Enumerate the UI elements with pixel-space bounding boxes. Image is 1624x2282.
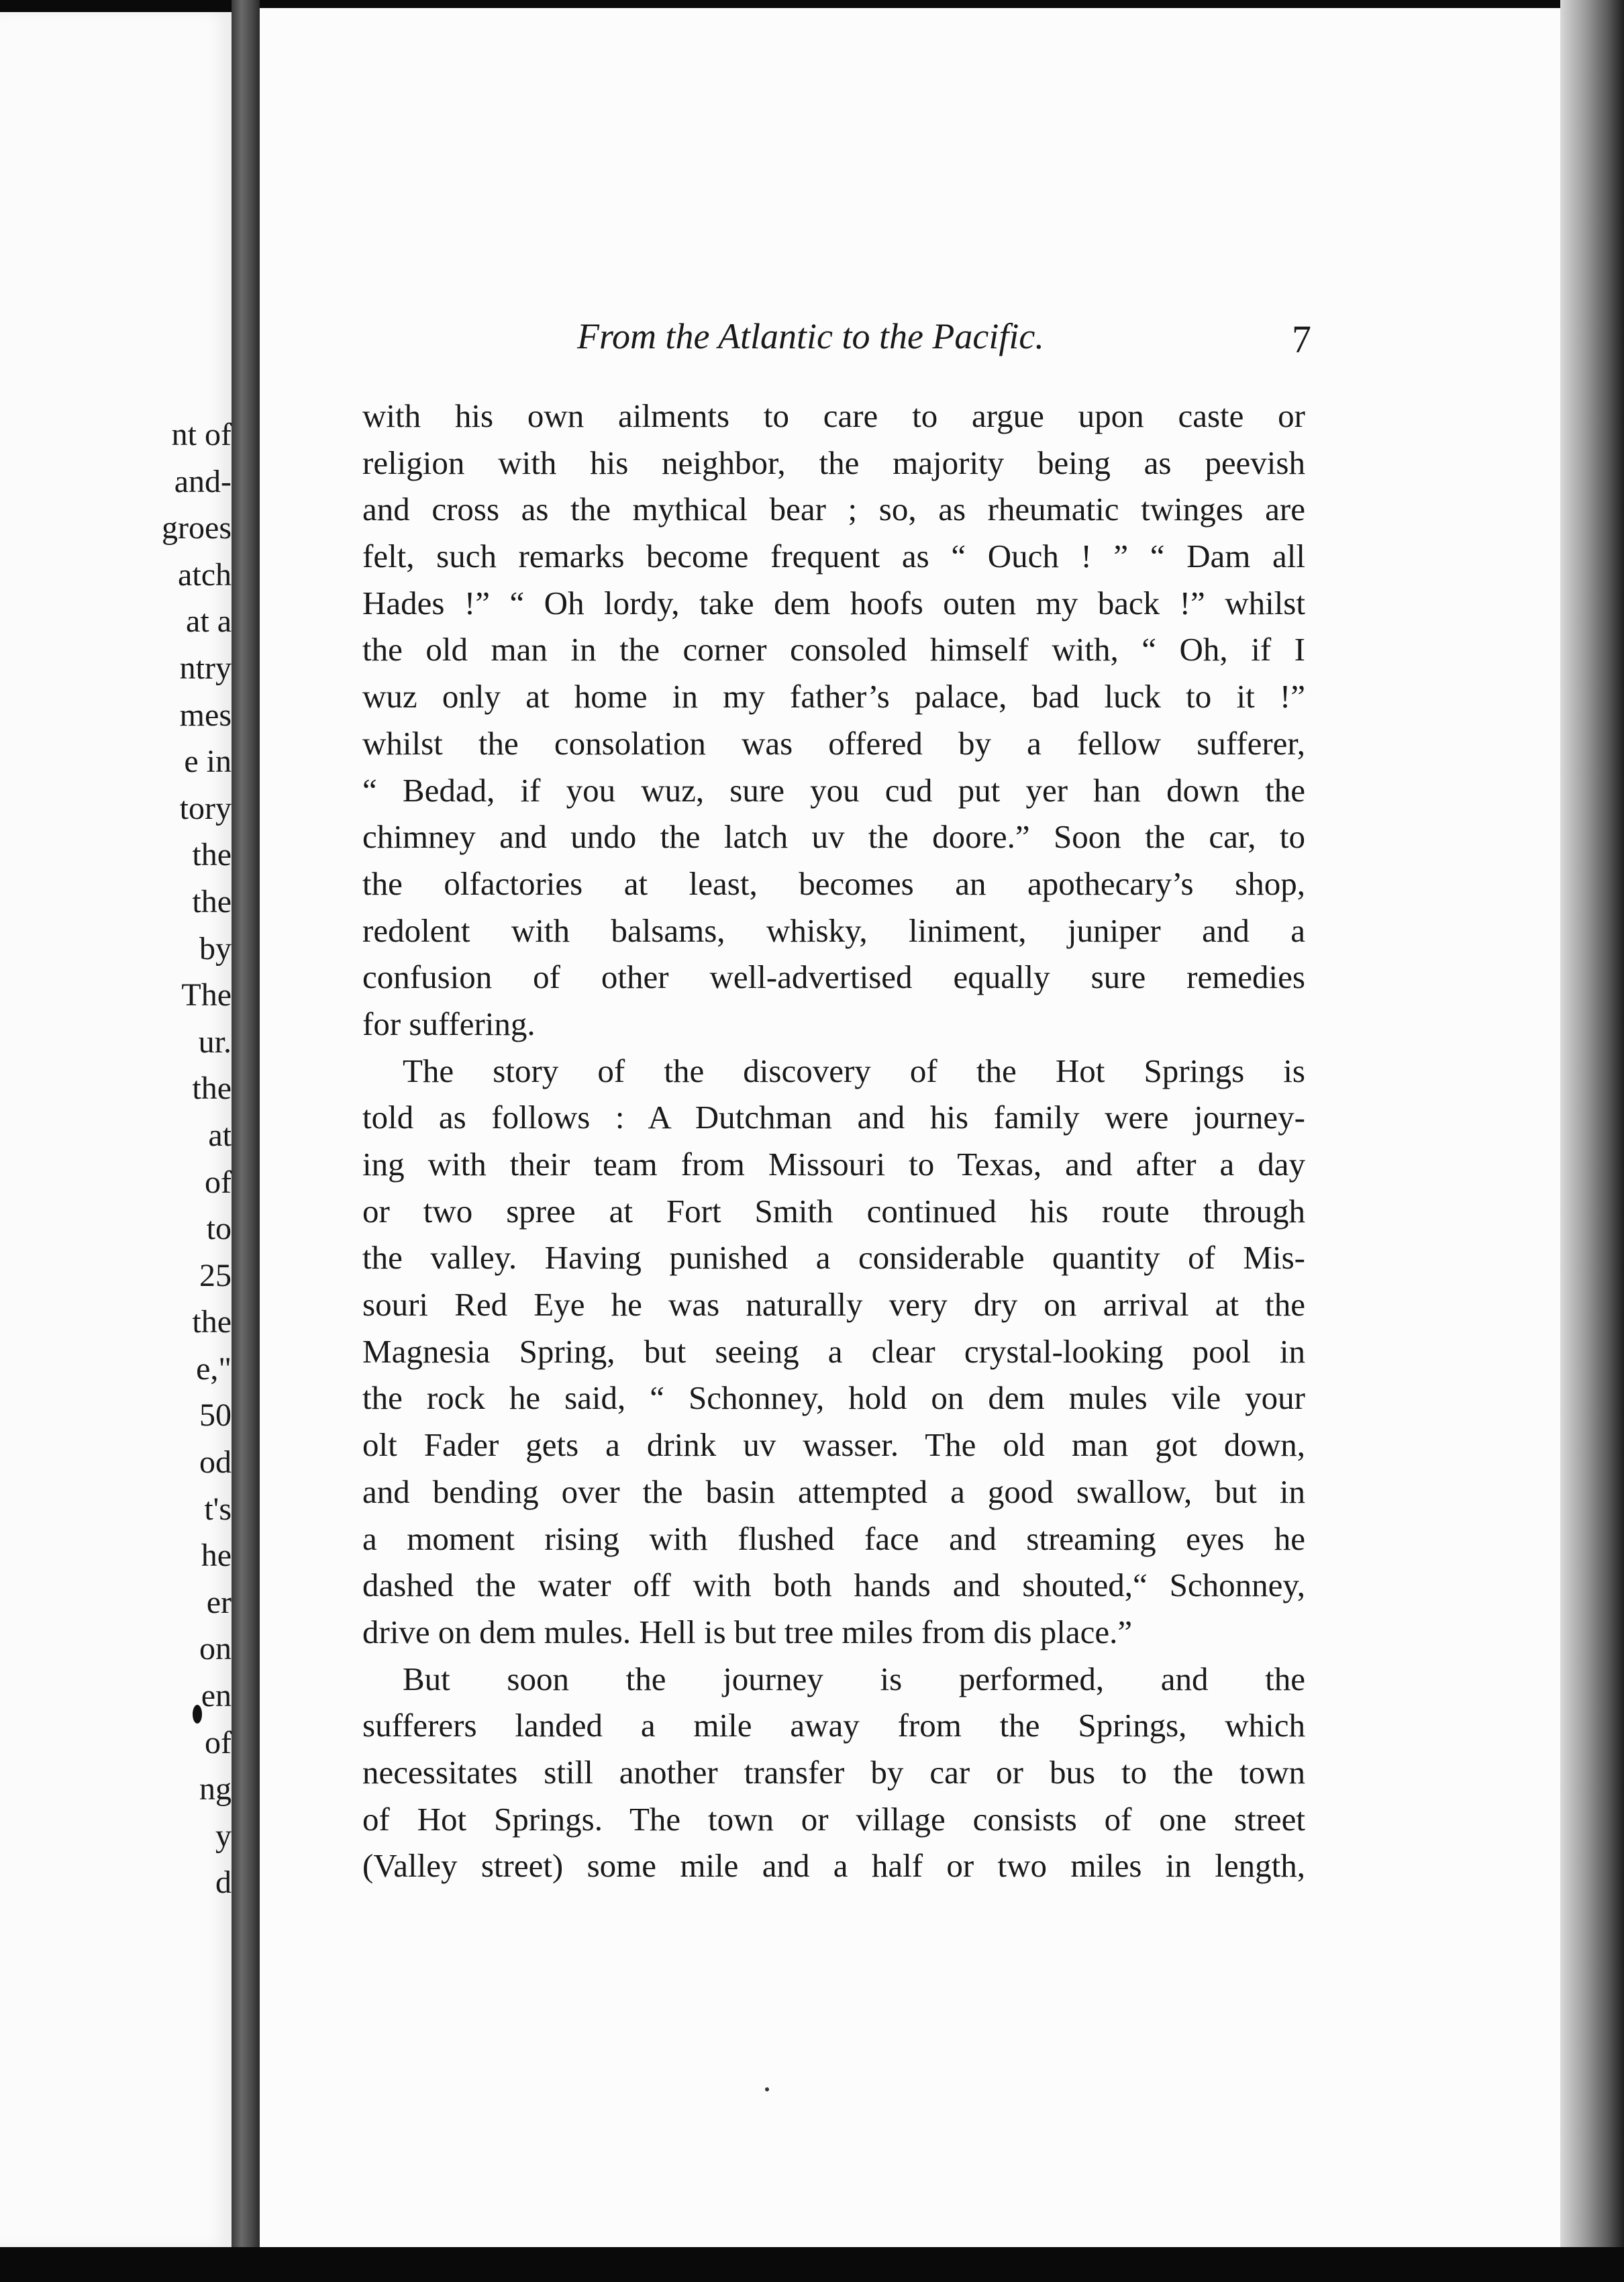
text-line: But soon the journey is performed, and the [403,1660,1305,1697]
left-fragment: of [205,1164,232,1200]
text-line: the rock he said, “ Schonney, hold on dem mules vile your [362,1379,1305,1417]
book-gutter [232,0,260,2282]
text-line: “ Bedad, if you wuz, sure you cud put yer han down the [362,771,1305,809]
left-fragment: e," [196,1350,232,1387]
left-fragment: atch [178,556,232,593]
ink-dot [765,2087,769,2091]
left-fragment: at a [186,603,232,640]
left-fragment: er [206,1584,232,1620]
text-line: wuz only at home in my father’s palace, bad luck to it !” [362,678,1305,715]
text-line: redolent with balsams, whisky, liniment, juniper and a [362,911,1305,949]
text-line: whilst the consolation was offered by a fellow sufferer, [362,724,1305,762]
left-page-text-fragments [30,411,232,1906]
text-line: the old man in the corner consoled himself with, “ Oh, if I [362,631,1305,668]
left-fragment: od [199,1444,232,1481]
left-fragment: the [192,837,232,873]
left-fragment: the [192,1071,232,1107]
left-fragment: at [208,1117,232,1153]
text-line: Hades !” “ Oh lordy, take dem hoofs outen my back !” whilst [362,584,1305,622]
text-line: necessitates still another transfer by car or bus to the town [362,1753,1305,1791]
text-line: of Hot Springs. The town or village consists of one street [362,1800,1305,1838]
left-fragment: 25 [199,1257,232,1293]
left-fragment: groes [162,510,232,546]
text-line: with his own ailments to care to argue upon caste or [362,397,1305,434]
ink-speck [193,1705,202,1724]
text-line: olt Fader gets a drink uv wasser. The old man got down, [362,1426,1305,1464]
text-line: (Valley street) some mile and a half or two miles in length, [362,1847,1305,1885]
page-number: 7 [1292,317,1311,361]
left-fragment: The [181,977,232,1013]
left-fragment: the [192,1304,232,1340]
left-fragment: to [206,1211,232,1247]
text-line: Magnesia Spring, but seeing a clear crystal-looking pool in [362,1332,1305,1370]
text-line: dashed the water off with both hands and shouted,“ Schonney, [362,1567,1305,1604]
text-line: and cross as the mythical bear ; so, as rheumatic twinges are [362,491,1305,528]
left-fragment: and- [174,463,232,499]
text-line: confusion of other well-advertised equally sure remedies [362,958,1305,996]
text-line: a moment rising with flushed face and streaming eyes he [362,1520,1305,1557]
left-fragment: en [201,1678,232,1714]
left-fragment: the [192,883,232,920]
text-line: the valley. Having punished a considerable quantity of Mis- [362,1239,1305,1277]
left-fragment: d [215,1865,232,1901]
text-line: ing with their team from Missouri to Texas, and after a day [362,1146,1305,1183]
left-fragment: nt of [171,417,232,452]
text-line: chimney and undo the latch uv the doore.” Soon the car, to [362,818,1305,856]
left-fragment: mes [179,697,232,733]
left-fragment: y [215,1818,232,1854]
left-fragment: he [201,1538,232,1574]
left-fragment: tory [179,790,232,826]
text-line: felt, such remarks become frequent as “ Ouch ! ” “ Dam all [362,538,1305,575]
page-edge [1560,0,1624,2282]
text-line: and bending over the basin attempted a good swallow, but in [362,1473,1305,1510]
text-line: drive on dem mules. Hell is but tree miles from dis place.” [362,1613,1133,1650]
left-fragment: of [205,1724,232,1760]
left-fragment: ntry [179,650,232,686]
left-fragment: ng [199,1771,232,1807]
text-line: The story of the discovery of the Hot Springs is [403,1052,1305,1089]
text-line: or two spree at Fort Smith continued his route through [362,1192,1305,1230]
left-fragment: ur. [198,1024,232,1060]
left-page [0,12,232,2247]
left-fragment: on [199,1631,232,1667]
text-line: for suffering. [362,1005,536,1042]
left-fragment: t's [204,1491,232,1527]
text-line: told as follows : A Dutchman and his family were journey- [362,1099,1305,1136]
text-line: the olfactories at least, becomes an apothecary’s shop, [362,864,1305,902]
left-fragment: e in [184,744,232,780]
text-line: sufferers landed a mile away from the Springs, which [362,1707,1305,1744]
body-text [362,393,1305,1889]
text-line: religion with his neighbor, the majority being as peevish [362,444,1305,481]
left-fragment: 50 [199,1397,232,1434]
running-head: From the Atlantic to the Pacific. [577,316,1044,356]
scan-bottom-border [0,2247,1624,2282]
left-fragment: by [199,930,232,966]
text-line: souri Red Eye he was naturally very dry on arrival at the [362,1286,1305,1324]
